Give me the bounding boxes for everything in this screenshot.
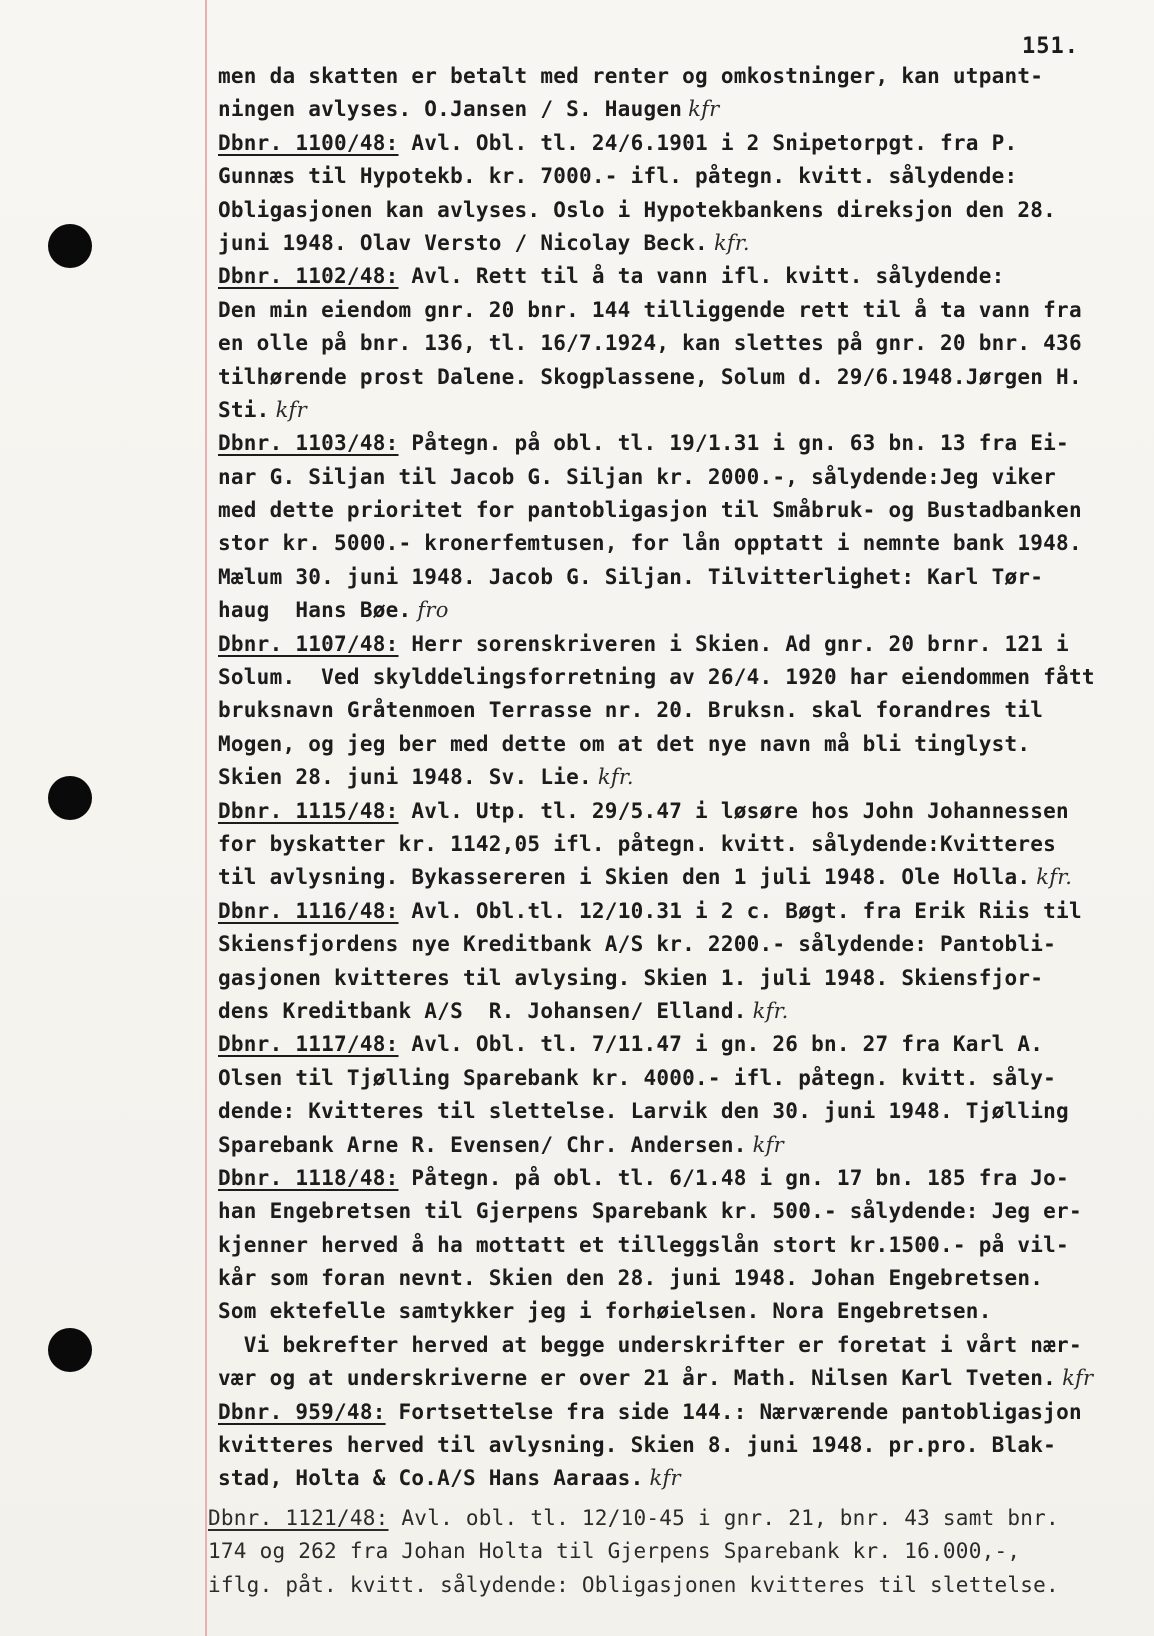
- text-line: [218, 227, 1143, 260]
- text-line: [218, 361, 1143, 394]
- line-text: Mogen, og jeg ber med dette om at det nye navn må bli tinglyst.: [218, 731, 1031, 756]
- entry-reference: Dbnr. 1115/48:: [218, 798, 399, 823]
- line-text: Avl. Rett til å ta vann ifl. kvitt. sålydende:: [398, 264, 1005, 289]
- binder-hole-middle: [48, 776, 92, 820]
- line-text: bruksnavn Gråtenmoen Terrasse nr. 20. Bruksn. skal forandres til: [218, 698, 1044, 723]
- line-text: nar G. Siljan til Jacob G. Siljan kr. 2000.-, sålydende:Jeg viker: [218, 464, 1057, 489]
- text-line: [218, 1028, 1143, 1061]
- text-line: [218, 995, 1143, 1028]
- handwritten-initials: kfr: [688, 97, 720, 122]
- line-text: Påtegn. på obl. tl. 6/1.48 i gn. 17 bn. 185 fra Jo-: [398, 1165, 1069, 1190]
- line-text: iflg. påt. kvitt. sålydende: Obligasjonen kvitteres til slettelse.: [208, 1572, 1059, 1597]
- line-text: Olsen til Tjølling Sparebank kr. 4000.- ifl. påtegn. kvitt. såly-: [218, 1065, 1057, 1090]
- line-text: Påtegn. på obl. tl. 19/1.31 i gn. 63 bn. 13 fra Ei-: [398, 431, 1069, 456]
- text-line: [218, 928, 1143, 961]
- text-line: [218, 60, 1143, 93]
- line-text: Fortsettelse fra side 144.: Nærværende pantobligasjon: [385, 1399, 1082, 1424]
- text-line: [218, 294, 1143, 327]
- line-text: ningen avlyses. O.Jansen / S. Haugen: [218, 97, 683, 122]
- line-text: Obligasjonen kan avlyses. Oslo i Hypotekbankens direksjon den 28.: [218, 197, 1057, 222]
- text-line: [218, 194, 1143, 227]
- entry-reference: Dbnr. 1100/48:: [218, 130, 399, 155]
- text-line: [218, 1262, 1143, 1295]
- line-text: Mælum 30. juni 1948. Jacob G. Siljan. Tilvitterlighet: Karl Tør-: [218, 564, 1044, 589]
- line-text: Avl. obl. tl. 12/10-45 i gnr. 21, bnr. 43 samt bnr.: [388, 1506, 1059, 1530]
- text-line: [218, 494, 1143, 527]
- text-line: [218, 795, 1143, 828]
- text-line: [218, 160, 1143, 193]
- entry-reference: Dbnr. 1121/48:: [208, 1506, 389, 1530]
- text-line: [218, 694, 1143, 727]
- line-text: Avl. Obl. tl. 7/11.47 i gn. 26 bn. 27 fra Karl A.: [398, 1032, 1044, 1057]
- line-text: til avlysning. Bykassereren i Skien den 1 juli 1948. Ole Holla.: [218, 865, 1031, 890]
- entry-reference: Dbnr. 1107/48:: [218, 631, 399, 656]
- line-text: Som ektefelle samtykker jeg i forhøielsen. Nora Engebretsen.: [218, 1299, 992, 1324]
- text-line: [218, 561, 1143, 594]
- text-line: [218, 427, 1143, 460]
- text-line: [208, 1569, 1143, 1602]
- line-text: Skien 28. juni 1948. Sv. Lie.: [218, 765, 592, 790]
- line-text: haug Hans Bøe.: [218, 598, 412, 623]
- binder-hole-bottom: [48, 1328, 92, 1372]
- handwritten-initials: kfr: [275, 397, 307, 422]
- handwritten-initials: kfr.: [597, 765, 634, 790]
- text-line: [218, 962, 1143, 995]
- ledger-text: [218, 60, 1143, 1496]
- line-text: Vi bekrefter herved at begge underskrifter er foretat i vårt nær-: [218, 1332, 1082, 1357]
- binder-hole-top: [48, 224, 92, 268]
- text-line: [218, 661, 1143, 694]
- entry-reference: Dbnr. 1118/48:: [218, 1165, 399, 1190]
- line-text: Avl. Obl. tl. 24/6.1901 i 2 Snipetorpgt. fra P.: [398, 130, 1018, 155]
- handwritten-initials: kfr: [752, 1132, 784, 1157]
- text-line: [208, 1502, 1143, 1535]
- entry-reference: Dbnr. 1103/48:: [218, 431, 399, 456]
- text-line: [218, 1095, 1143, 1128]
- line-text: Solum. Ved skylddelingsforretning av 26/4. 1920 har eiendommen fått: [218, 665, 1095, 690]
- margin-rule: [205, 0, 207, 1636]
- line-text: Sparebank Arne R. Evensen/ Chr. Andersen.: [218, 1132, 747, 1157]
- line-text: Den min eiendom gnr. 20 bnr. 144 tilliggende rett til å ta vann fra: [218, 297, 1082, 322]
- text-line: [218, 1429, 1143, 1462]
- line-text: Gunnæs til Hypotekb. kr. 7000.- ifl. påtegn. kvitt. sålydende:: [218, 164, 1018, 189]
- line-text: kår som foran nevnt. Skien den 28. juni 1948. Johan Engebretsen.: [218, 1266, 1044, 1291]
- text-line: [218, 260, 1143, 293]
- line-text: juni 1948. Olav Versto / Nicolay Beck.: [218, 230, 708, 255]
- line-text: for byskatter kr. 1142,05 ifl. påtegn. kvitt. sålydende:Kvitteres: [218, 831, 1057, 856]
- text-line: [218, 461, 1143, 494]
- text-line: [218, 1329, 1143, 1362]
- entry-reference: Dbnr. 959/48:: [218, 1399, 386, 1424]
- handwritten-initials: kfr.: [752, 998, 789, 1023]
- line-text: en olle på bnr. 136, tl. 16/7.1924, kan slettes på gnr. 20 bnr. 436: [218, 331, 1082, 356]
- text-line: [218, 1229, 1143, 1262]
- text-line: [218, 628, 1143, 661]
- text-line: [218, 1295, 1143, 1328]
- text-line: [218, 1362, 1143, 1395]
- text-line: [218, 1462, 1143, 1495]
- line-text: dens Kreditbank A/S R. Johansen/ Elland.: [218, 998, 747, 1023]
- text-line: [218, 1396, 1143, 1429]
- text-line: [218, 127, 1143, 160]
- text-line: [218, 327, 1143, 360]
- entry-reference: Dbnr. 1117/48:: [218, 1032, 399, 1057]
- handwritten-initials: kfr.: [713, 230, 750, 255]
- line-text: kvitteres herved til avlysning. Skien 8. juni 1948. pr.pro. Blak-: [218, 1433, 1057, 1458]
- text-line: [218, 394, 1143, 427]
- line-text: Skiensfjordens nye Kreditbank A/S kr. 2200.- sålydende: Pantobli-: [218, 932, 1057, 957]
- line-text: Herr sorenskriveren i Skien. Ad gnr. 20 brnr. 121 i: [398, 631, 1069, 656]
- line-text: Avl. Obl.tl. 12/10.31 i 2 c. Bøgt. fra Erik Riis til: [398, 898, 1082, 923]
- handwritten-initials: kfr.: [1036, 865, 1073, 890]
- line-text: Sti.: [218, 397, 270, 422]
- page-number: 151.: [1022, 34, 1079, 59]
- handwritten-initials: fro: [417, 598, 449, 623]
- text-line: [218, 1129, 1143, 1162]
- line-text: vær og at underskriverne er over 21 år. Math. Nilsen Karl Tveten.: [218, 1366, 1057, 1391]
- text-line: [218, 1062, 1143, 1095]
- entry-reference: Dbnr. 1116/48:: [218, 898, 399, 923]
- text-line: [218, 761, 1143, 794]
- line-text: dende: Kvitteres til slettelse. Larvik den 30. juni 1948. Tjølling: [218, 1099, 1069, 1124]
- line-text: stor kr. 5000.- kronerfemtusen, for lån opptatt i nemnte bank 1948.: [218, 531, 1082, 556]
- text-line: [218, 728, 1143, 761]
- text-line: [208, 1535, 1143, 1568]
- ledger-last-entry: [208, 1502, 1143, 1602]
- text-line: [218, 1195, 1143, 1228]
- line-text: men da skatten er betalt med renter og omkostninger, kan utpant-: [218, 64, 1044, 88]
- text-line: [218, 527, 1143, 560]
- line-text: stad, Holta & Co.A/S Hans Aaraas.: [218, 1466, 644, 1491]
- line-text: Avl. Utp. tl. 29/5.47 i løsøre hos John Johannessen: [398, 798, 1069, 823]
- line-text: 174 og 262 fra Johan Holta til Gjerpens Sparebank kr. 16.000,-,: [208, 1539, 1021, 1564]
- text-line: [218, 861, 1143, 894]
- handwritten-initials: kfr: [649, 1466, 681, 1491]
- text-line: [218, 93, 1143, 126]
- line-text: med dette prioritet for pantobligasjon til Småbruk- og Bustadbanken: [218, 498, 1082, 523]
- line-text: gasjonen kvitteres til avlysing. Skien 1. juli 1948. Skiensfjor-: [218, 965, 1044, 990]
- entry-reference: Dbnr. 1102/48:: [218, 264, 399, 289]
- handwritten-initials: kfr: [1062, 1366, 1094, 1391]
- text-line: [218, 1162, 1143, 1195]
- text-line: [218, 828, 1143, 861]
- text-line: [218, 594, 1143, 627]
- text-line: [218, 895, 1143, 928]
- line-text: han Engebretsen til Gjerpens Sparebank kr. 500.- sålydende: Jeg er-: [218, 1199, 1082, 1224]
- line-text: kjenner herved å ha mottatt et tilleggslån stort kr.1500.- på vil-: [218, 1232, 1069, 1257]
- line-text: tilhørende prost Dalene. Skogplassene, Solum d. 29/6.1948.Jørgen H.: [218, 364, 1082, 389]
